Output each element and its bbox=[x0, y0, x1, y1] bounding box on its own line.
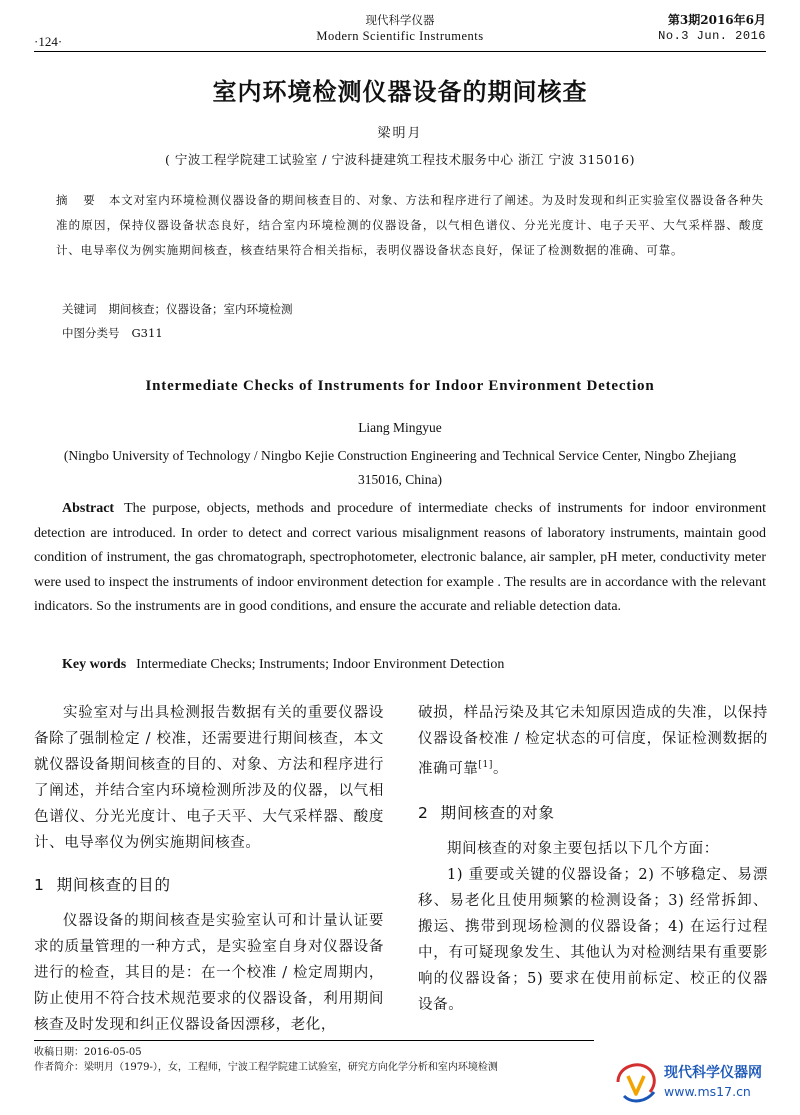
author-name-en: Liang Mingyue bbox=[358, 420, 442, 435]
body-column-left bbox=[34, 700, 384, 1038]
section-2-heading bbox=[418, 800, 768, 826]
section-1-paragraph: 仪器设备的期间核查是实验室认可和计量认证要求的质量管理的一种方式，是实验室自身对仪器设备进行的检查，其目的是：在一个校准 / 检定周期内，防止使用不符合技术规范要求的仪器设备，利用期间核查及时发现和纠正仪器设备因漂移，老化， bbox=[34, 913, 384, 1033]
issue-info bbox=[658, 12, 766, 44]
keywords-cn-label: 关键词 bbox=[62, 302, 97, 316]
abstract-en-label: Abstract bbox=[62, 501, 115, 516]
received-label: 收稿日期： bbox=[34, 1047, 84, 1058]
journal-name-en: Modern Scientific Instruments bbox=[316, 29, 484, 43]
abstract-cn bbox=[56, 188, 764, 263]
keywords-en-text: Intermediate Checks; Instruments; Indoor Environment Detection bbox=[136, 657, 505, 672]
page-number: ·124· bbox=[34, 34, 63, 49]
section-1-number: 1 bbox=[34, 876, 45, 894]
footnote bbox=[34, 1040, 594, 1075]
keywords-cn-text: 期间核查；仪器设备；室内环境检测 bbox=[108, 302, 293, 316]
intro-paragraph: 实验室对与出具检测报告数据有关的重要仪器设备除了强制检定 / 校准，还需要进行期间核查，本文就仪器设备期间核查的目的、对象、方法和程序进行了阐述，并结合室内环境检测所涉及的仪器，以气相色谱仪、分光光度计、电子天平、大气采样器、酸度计、电导率仪为例实施期间核查。 bbox=[34, 705, 384, 851]
watermark[interactable] bbox=[614, 1058, 792, 1106]
affiliation-en: (Ningbo University of Technology / Ningbo Kejie Construction Engineering and Technical Service Center, Ningbo Zhejiang 315016, China) bbox=[63, 448, 737, 487]
clc-code: G311 bbox=[131, 326, 163, 340]
body-column-right bbox=[418, 700, 768, 1018]
section-2-intro: 期间核查的对象主要包括以下几个方面： bbox=[447, 840, 719, 857]
section-2-title: 期间核查的对象 bbox=[440, 803, 555, 822]
section-1-paragraph-cont: 破损，样品污染及其它未知原因造成的失准，以保持仪器设备校准 / 检定状态的可信度，保证检测数据的准确可靠[1]。 bbox=[418, 705, 768, 777]
paper-title-en: Intermediate Checks of Instruments for Indoor Environment Detection bbox=[145, 378, 655, 394]
watermark-url: www.ms17.cn bbox=[664, 1084, 751, 1099]
clc-label: 中图分类号 bbox=[62, 326, 120, 340]
keywords-en-label: Key words bbox=[62, 657, 127, 672]
affiliation-cn: ( 宁波工程学院建工试验室 / 宁波科捷建筑工程技术服务中心 浙江 宁波 315016) bbox=[164, 152, 636, 167]
issue-en: No.3 Jun. 2016 bbox=[658, 29, 766, 43]
section-1-heading bbox=[34, 872, 384, 898]
paper-title-cn: 室内环境检测仪器设备的期间核查 bbox=[212, 78, 588, 106]
section-2-list: 1) 重要或关键的仪器设备；2) 不够稳定、易漂移、易老化且使用频繁的检测设备；3) 经常拆卸、搬运、携带到现场检测的仪器设备；4) 在运行过程中，有可疑现象发生、其他认为对检测结果有重要影响的仪器设备；5) 要求在使用前标定、校正的仪器设备。 bbox=[418, 866, 768, 1013]
issue-cn: 第3期2016年6月 bbox=[667, 13, 766, 27]
abstract-en bbox=[34, 497, 766, 620]
journal-name bbox=[34, 12, 766, 44]
abstract-en-text: The purpose, objects, methods and procedure of intermediate checks of instruments for indoor environment detection are introduced. In order to detect and correct various misalignment reasons of laboratory instruments, maintain good condition of instrument, the gas chromatograph, spectrophotometer, electronic balance, air sampler, pH meter, conductivity meter were used to inspect the instruments of indoor environment detection for example . The results are in accordance with the relevant indicators. So the instruments are in good conditions, and ensure the accurate and reliable detection data. bbox=[34, 501, 766, 614]
received-date: 2016-05-05 bbox=[84, 1047, 142, 1058]
ms-logo-icon bbox=[614, 1060, 660, 1104]
running-header bbox=[34, 8, 766, 52]
bio-label: 作者简介： bbox=[34, 1062, 84, 1073]
watermark-name: 现代科学仪器网 bbox=[664, 1065, 762, 1081]
author-name-cn: 梁明月 bbox=[377, 126, 423, 141]
keywords-cn bbox=[62, 297, 293, 345]
section-1-title: 期间核查的目的 bbox=[56, 876, 171, 894]
abstract-cn-label: 摘 要 bbox=[56, 193, 101, 207]
keywords-en bbox=[62, 657, 504, 673]
journal-name-cn: 现代科学仪器 bbox=[365, 13, 435, 27]
author-bio: 梁明月（1979-），女，工程师，宁波工程学院建工试验室，研究方向化学分析和室内环境检测 bbox=[84, 1062, 498, 1073]
citation-1[interactable]: [1] bbox=[478, 760, 493, 770]
section-2-number: 2 bbox=[418, 803, 429, 822]
abstract-cn-text: 本文对室内环境检测仪器设备的期间核查目的、对象、方法和程序进行了阐述。为及时发现和纠正实验室仪器设备各种失准的原因，保持仪器设备状态良好，结合室内环境检测的仪器设备，以气相色谱仪、分光光度计、电子天平、大气采样器、酸度计、电导率仪为例实施期间核查，核查结果符合相关指标，表明仪器设备状态良好，保证了检测数据的准确、可靠。 bbox=[56, 193, 764, 257]
